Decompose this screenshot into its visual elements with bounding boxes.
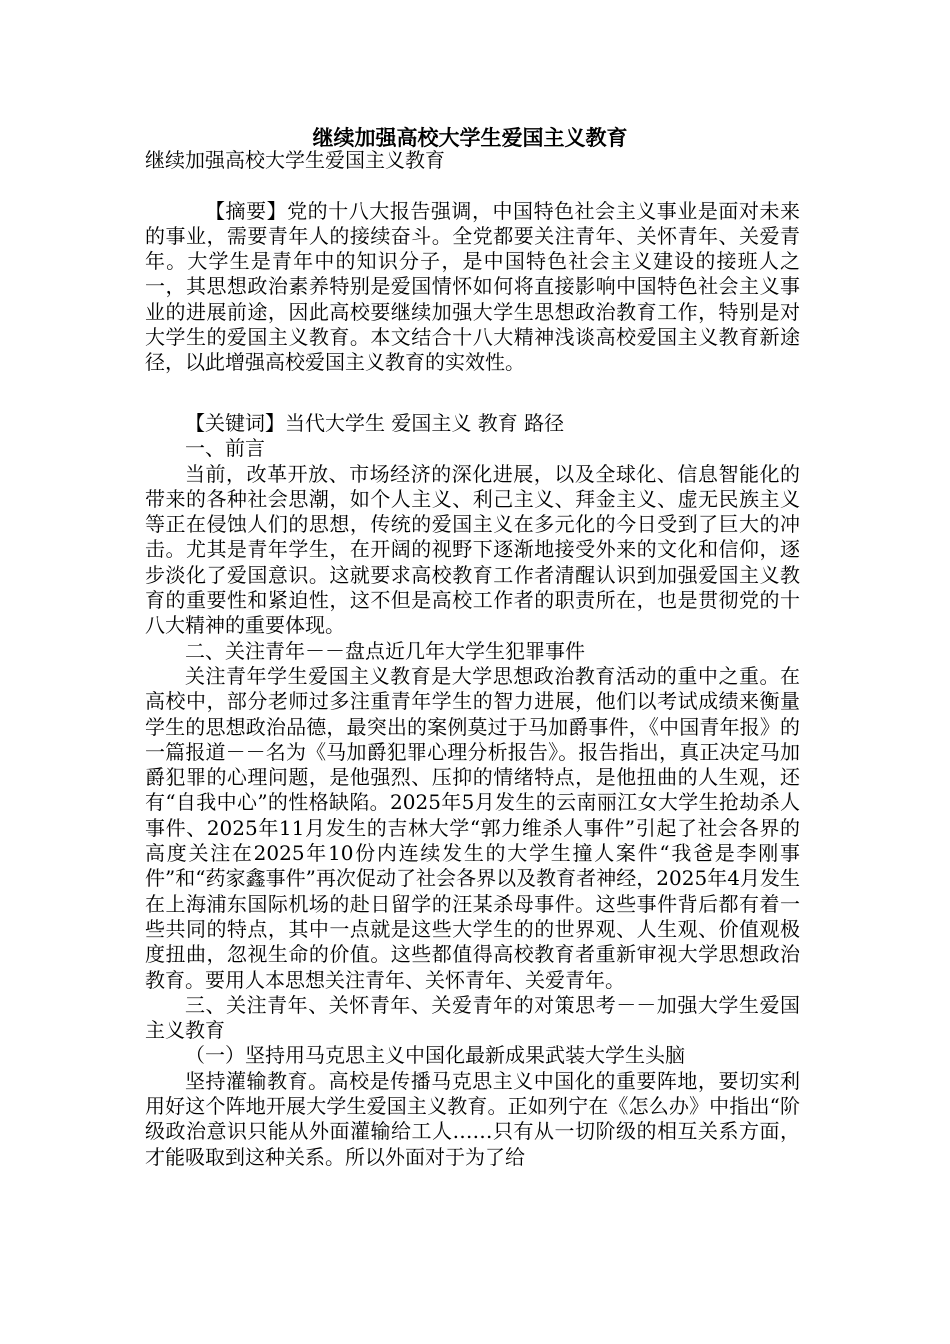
document-title: 继续加强高校大学生爱国主义教育 [312,125,628,150]
section-paragraph-1: 当前，改革开放、市场经济的深化进展，以及全球化、信息智能化的带来的各种社会思潮，如个人主义、利己主义、拜金主义、虚无民族主义等正在侵蚀人们的思想，传统的爱国主义在多元化的今日受到了巨大的冲击。尤其是青年学生，在开阔的视野下逐渐地接受外来的文化和信仰，逐步淡化了爱国意识。这就要求高校教育工作者清醒认识到加强爱国主义教育的重要性和紧迫性，这不但是高校工作者的职责所在，也是贯彻党的十八大精神的重要体现。 [145,461,800,638]
section-heading-3: 三、关注青年、关怀青年、关爱青年的对策思考－－加强大学生爱国主义教育 [145,992,800,1043]
spacer [145,401,800,411]
subsection-heading-3-1: （一）坚持用马克思主义中国化最新成果武装大学生头脑 [185,1043,685,1068]
section-paragraph-2: 关注青年学生爱国主义教育是大学思想政治教育活动的重中之重。在高校中，部分老师过多注重青年学生的智力进展，他们以考试成绩来衡量学生的思想政治品德，最突出的案例莫过于马加爵事件，《中国青年报》的一篇报道－－名为《马加爵犯罪心理分析报告》。报告指出，真正决定马加爵犯罪的心理问题，是他强烈、压抑的情绪特点，是他扭曲的人生观，还有“自我中心”的性格缺陷。2025年5月发生的云南丽江女大学生抢劫杀人事件、2025年11月发生的吉林大学“郭力维杀人事件”引起了社会各界的高度关注在2025年10份内连续发生的大学生撞人案件“我爸是李刚事件”和“药家鑫事件”再次促动了社会各界以及教育者神经，2025年4月发生在上海浦东国际机场的赴日留学的汪某杀母事件。这些事件背后都有着一些共同的特点，其中一点就是这些大学生的的世界观、人生观、价值观极度扭曲，忽视生命的价值。这些都值得高校教育者重新审视大学思想政治教育。要用人本思想关注青年、关怀青年、关爱青年。 [145,663,800,992]
document-subtitle: 继续加强高校大学生爱国主义教育 [145,148,445,172]
section-heading-1: 一、前言 [185,436,265,461]
blank-line [145,376,800,401]
keywords-line: 【关键词】当代大学生 爱国主义 教育 路径 [185,410,565,435]
blank-line [145,173,800,198]
document-body [145,148,800,1170]
section-paragraph-3: 坚持灌输教育。高校是传播马克思主义中国化的重要阵地，要切实利用好这个阵地开展大学生爱国主义教育。正如列宁在《怎么办》中指出“阶级政治意识只能从外面灌输给工人……只有从一切阶级的相互关系方面，才能吸取到这种关系。所以外面对于为了给 [145,1068,800,1169]
abstract-paragraph: 【摘要】党的十八大报告强调，中国特色社会主义事业是面对未来的事业，需要青年人的接续奋斗。全党都要关注青年、关怀青年、关爱青年。大学生是青年中的知识分子，是中国特色社会主义建设的接班人之一，其思想政治素养特别是爱国情怀如何将直接影响中国特色社会主义事业的进展前途，因此高校要继续加强大学生思想政治教育工作，特别是对大学生的爱国主义教育。本文结合十八大精神浅谈高校爱国主义教育新途径，以此增强高校爱国主义教育的实效性。 [145,198,800,375]
section-heading-2: 二、关注青年－－盘点近几年大学生犯罪事件 [185,638,585,663]
